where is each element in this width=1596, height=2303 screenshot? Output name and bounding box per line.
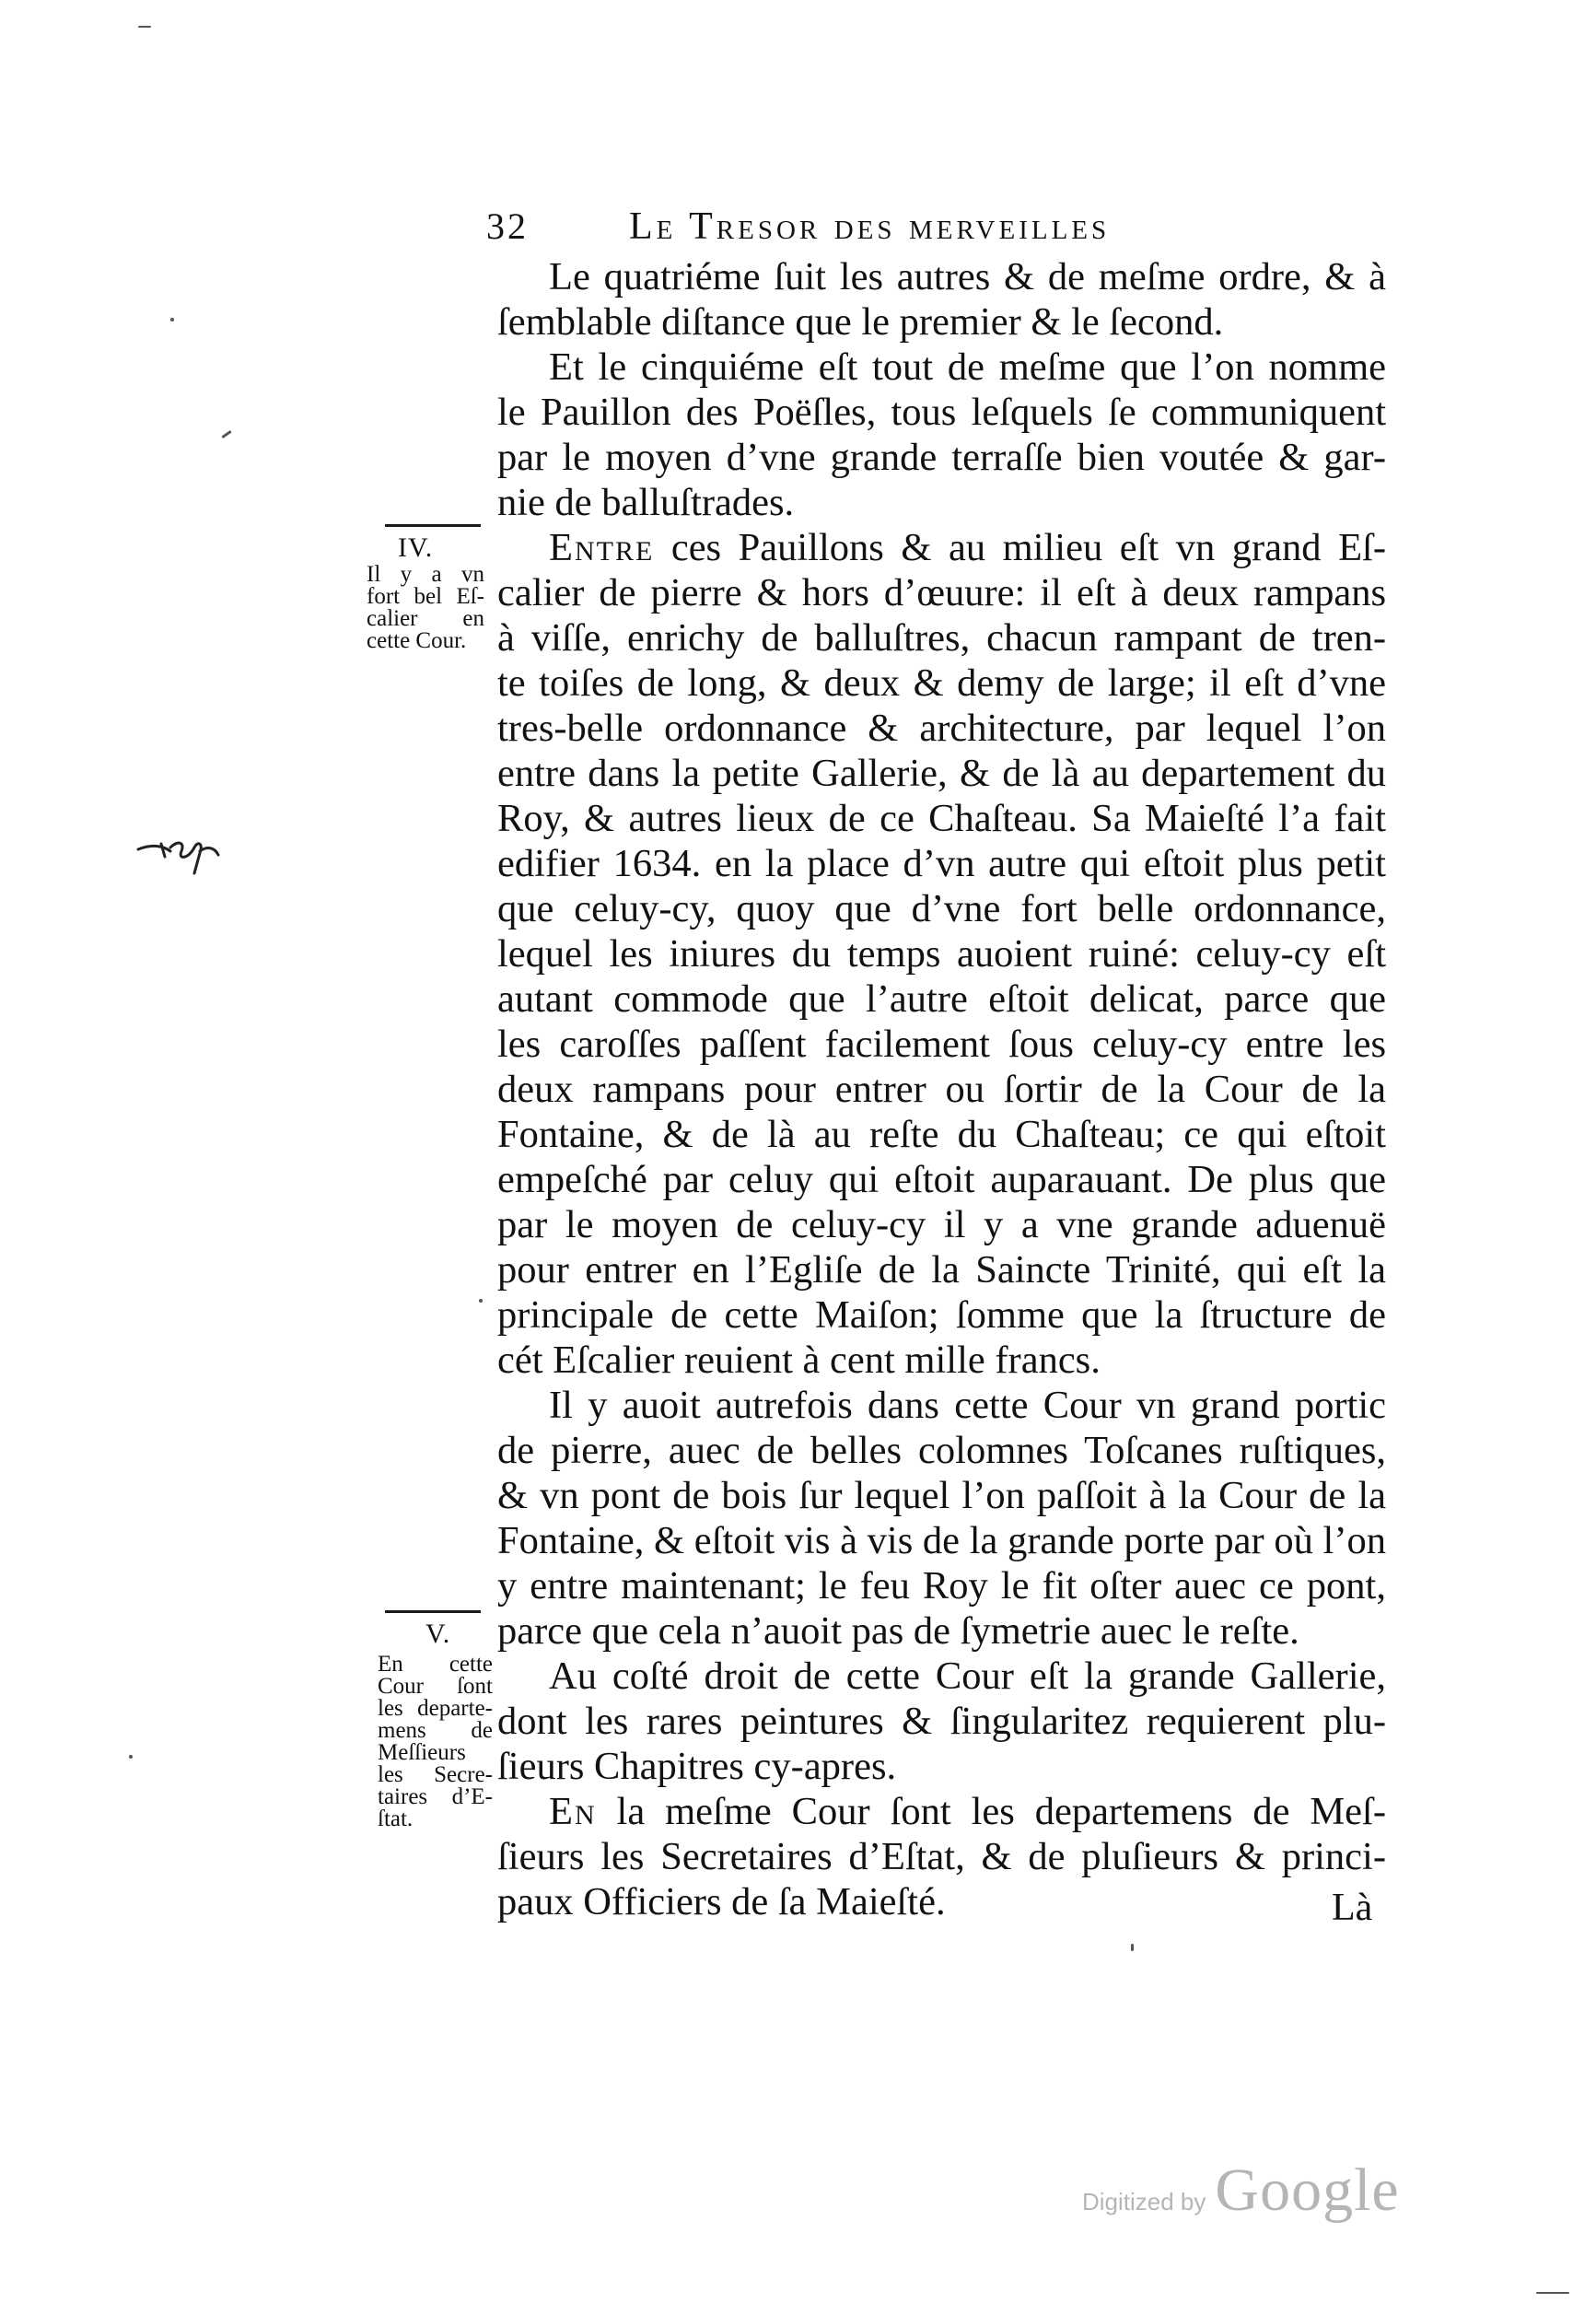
text-line: pour entrer en l’Egliſe de la Saincte Trinité, qui eſt la (497, 1248, 1386, 1292)
text-line: lequel les iniures du temps auoient ruiné: celuy-cy eſt (497, 932, 1386, 976)
text-line: par le moyen d’vne grande terraſſe bien voutée & gar- (497, 436, 1386, 479)
margin-rule (385, 1610, 481, 1613)
scan-speck (170, 318, 174, 321)
scan-speck (129, 1755, 133, 1759)
text-line: tres-belle ordonnance & architecture, par lequel l’on (497, 707, 1386, 750)
margin-note-line: Cour ſont (378, 1674, 493, 1699)
margin-note-line: cette Cour. (367, 628, 467, 653)
text-line: les caroſſes paſſent facilement ſous celuy-cy entre les (497, 1023, 1386, 1066)
text-line: principale de cette Maiſon; ſomme que la ſtructure de (497, 1293, 1386, 1337)
text-line: que celuy-cy, quoy que d’vne fort belle ordonnance, (497, 887, 1386, 930)
text-line: ſemblable diſtance que le premier & le ſecond. (497, 300, 1224, 344)
text-line (497, 1789, 1386, 1834)
body-text (497, 254, 1386, 1924)
text-line: ſieurs les Secretaires d’Eſtat, & de pluſieurs & princi- (497, 1835, 1386, 1878)
running-head (486, 205, 1393, 256)
margin-note-line: En cette (378, 1652, 493, 1677)
text-line: le Pauillon des Poëſles, tous leſquels ſe communiquent (497, 391, 1386, 434)
margin-note-iv (367, 564, 484, 652)
section-number-iv: IV. (398, 532, 434, 563)
text-line: Roy, & autres lieux de ce Chaſteau. Sa Maieſté l’a fait (497, 797, 1386, 840)
handwritten-scribble (134, 820, 226, 884)
scan-speck (1131, 1944, 1134, 1951)
small-caps-opener: Entre (549, 526, 655, 569)
text-line-section-v-start: Au coſté droit de cette Cour eſt la grande Gallerie, (549, 1654, 1386, 1698)
margin-rule (385, 524, 481, 527)
watermark-prefix: Digitized by (1082, 2188, 1206, 2215)
text-line: Le quatriéme ſuit les autres & de meſme ordre, & à (549, 255, 1386, 298)
text-line: entre dans la petite Gallerie, & de là au departement du (497, 752, 1386, 795)
margin-note-line: calier en (367, 606, 484, 631)
text-line: edifier 1634. en la place d’vn autre qui eſtoit plus petit (497, 842, 1386, 885)
text-line: Il y auoit autrefois dans cette Cour vn grand portic (549, 1384, 1386, 1427)
text-line: empeſché par celuy qui eſtoit auparauant. De plus que (497, 1158, 1386, 1201)
scan-speck (221, 430, 232, 438)
text-line: Fontaine, & eſtoit vis à vis de la grande porte par où l’on (497, 1519, 1386, 1562)
section-number-v: V. (425, 1619, 451, 1649)
text-line: Et le cinquiéme eſt tout de meſme que l’on nomme (549, 345, 1386, 389)
margin-note-line: les Secre- (378, 1762, 493, 1787)
margin-note-line: taires d’E- (378, 1784, 493, 1809)
margin-note-line: Il y a vn (367, 562, 484, 587)
page-number: 32 (486, 205, 529, 247)
text-line-rest: ces Pauillons & au milieu eſt vn grand Eſ- (670, 526, 1386, 569)
margin-note-v (378, 1654, 493, 1830)
text-line: y entre maintenant; le feu Roy le fit oſter auec ce pont, (497, 1564, 1386, 1607)
scan-speck (479, 1299, 483, 1303)
running-title: Le Tresor des merveilles (629, 205, 1111, 248)
scan-speck (1536, 2292, 1569, 2294)
margin-note-line: fort bel Eſ- (367, 584, 484, 609)
text-line: par le moyen de celuy-cy il y a vne grande aduenuë (497, 1203, 1386, 1246)
small-caps-opener: En (549, 1790, 597, 1833)
text-line: à viſſe, enrichy de balluſtres, chacun rampant de tren- (497, 616, 1386, 660)
text-line: Fontaine, & de là au reſte du Chaſteau; ce qui eſtoit (497, 1113, 1386, 1156)
scribble-stroke (138, 843, 218, 873)
text-line: cét Eſcalier reuient à cent mille francs. (497, 1339, 1101, 1382)
text-line: dont les rares peintures & ſingularitez requierent plu- (497, 1700, 1386, 1743)
text-line-section-iv-start (497, 525, 1386, 570)
text-line: de pierre, auec de belles colomnes Toſcanes ruſtiques, (497, 1429, 1386, 1472)
text-line: calier de pierre & hors d’œuure: il eſt à deux rampans (497, 571, 1386, 614)
text-line: deux rampans pour entrer ou ſortir de la Cour de la (497, 1068, 1386, 1111)
text-line-rest: la meſme Cour ſont les departemens de Meſ- (616, 1790, 1387, 1833)
margin-note-line: mens de (378, 1718, 493, 1743)
digitization-watermark (1082, 2156, 1400, 2226)
text-line: parce que cela n’auoit pas de ſymetrie auec le reſte. (497, 1609, 1299, 1653)
text-line: & vn pont de bois ſur lequel l’on paſſoit à la Cour de la (497, 1474, 1386, 1517)
margin-note-line: ſtat. (378, 1806, 414, 1831)
margin-note-line: Meſſieurs (378, 1740, 466, 1765)
text-line: paux Officiers de ſa Maieſté. (497, 1880, 946, 1923)
text-line: te toiſes de long, & deux & demy de large; il eſt d’vne (497, 661, 1386, 705)
google-logo: Google (1215, 2157, 1400, 2224)
text-line: nie de balluſtrades. (497, 481, 795, 524)
scan-speck (138, 26, 151, 28)
margin-note-line: les departe- (378, 1696, 493, 1721)
catchword: Là (1332, 1887, 1373, 1929)
text-line: ſieurs Chapitres cy-apres. (497, 1745, 897, 1788)
text-line: autant commode que l’autre eſtoit delicat, parce que (497, 977, 1386, 1021)
